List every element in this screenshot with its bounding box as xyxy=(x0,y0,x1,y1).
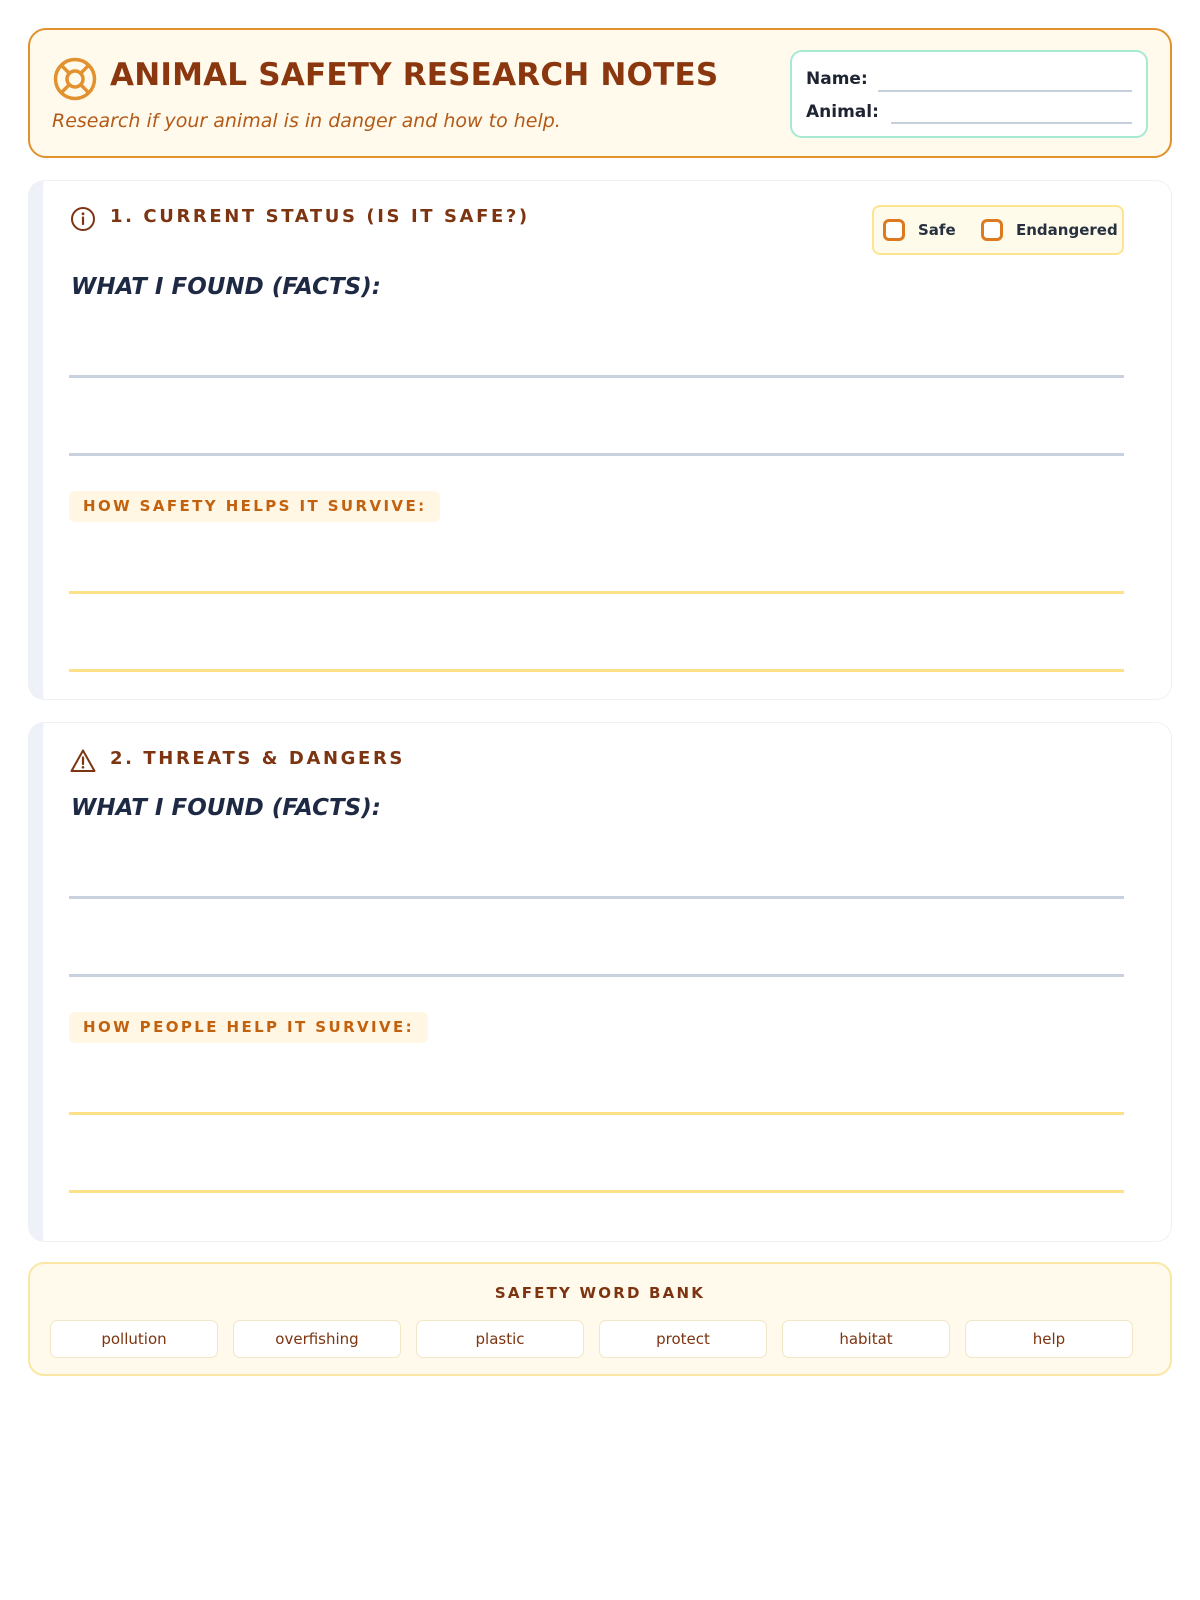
word-chip-help: help xyxy=(965,1320,1133,1358)
facts-write-line[interactable] xyxy=(69,375,1124,378)
name-label: Name: xyxy=(806,69,868,89)
life-ring-icon xyxy=(52,56,98,102)
warning-icon xyxy=(69,747,97,775)
survive-label: HOW PEOPLE HELP IT SURVIVE: xyxy=(69,1012,428,1043)
animal-field[interactable] xyxy=(891,122,1132,124)
facts-write-line[interactable] xyxy=(69,453,1124,456)
student-info-box xyxy=(790,50,1148,138)
word-chip-pollution: pollution xyxy=(50,1320,218,1358)
section-1-title: 1. CURRENT STATUS (IS IT SAFE?) xyxy=(110,206,530,227)
checkbox-endangered[interactable] xyxy=(981,219,1003,241)
facts-label: WHAT I FOUND (FACTS): xyxy=(71,795,381,821)
animal-label: Animal: xyxy=(806,102,879,122)
survive-label: HOW SAFETY HELPS IT SURVIVE: xyxy=(69,491,440,522)
page-title: ANIMAL SAFETY RESEARCH NOTES xyxy=(110,57,719,93)
survive-write-line[interactable] xyxy=(69,1112,1124,1115)
name-field[interactable] xyxy=(878,90,1132,92)
status-checkbox-group xyxy=(872,205,1124,255)
header-banner xyxy=(28,28,1172,158)
status-option-endangered[interactable] xyxy=(981,207,1118,253)
status-label-safe: Safe xyxy=(918,221,956,239)
survive-write-line[interactable] xyxy=(69,1190,1124,1193)
section-threats-dangers xyxy=(28,722,1172,1242)
section-current-status xyxy=(28,180,1172,700)
facts-label: WHAT I FOUND (FACTS): xyxy=(71,274,381,300)
facts-write-line[interactable] xyxy=(69,896,1124,899)
facts-write-line[interactable] xyxy=(69,974,1124,977)
info-icon xyxy=(69,205,97,233)
survive-write-line[interactable] xyxy=(69,591,1124,594)
word-chip-overfishing: overfishing xyxy=(233,1320,401,1358)
section-2-title: 2. THREATS & DANGERS xyxy=(110,748,405,769)
checkbox-safe[interactable] xyxy=(883,219,905,241)
word-chip-plastic: plastic xyxy=(416,1320,584,1358)
word-chip-protect: protect xyxy=(599,1320,767,1358)
status-option-safe[interactable] xyxy=(883,207,956,253)
word-chip-habitat: habitat xyxy=(782,1320,950,1358)
survive-write-line[interactable] xyxy=(69,669,1124,672)
status-label-endangered: Endangered xyxy=(1016,221,1118,239)
word-bank xyxy=(28,1262,1172,1376)
word-bank-title: SAFETY WORD BANK xyxy=(494,1284,706,1302)
page-subtitle: Research if your animal is in danger and how to help. xyxy=(52,110,561,132)
